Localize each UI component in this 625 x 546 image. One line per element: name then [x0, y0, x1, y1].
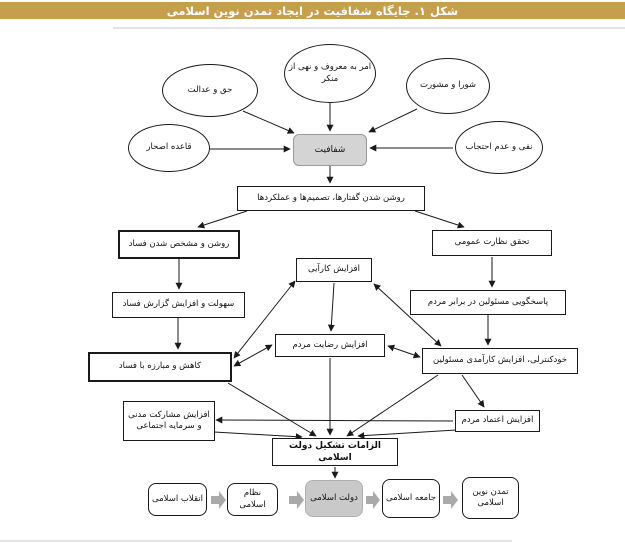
node-islamic-system: نظام اسلامی [227, 483, 278, 516]
node-islamic-society: جامعه اسلامی [382, 479, 440, 518]
node-islamic-state-requirements: الزامات تشکیل دولت اسلامی [272, 438, 398, 466]
node-public-satisfaction: افزایش رضایت مردم [275, 334, 385, 357]
node-islamic-state: دولت اسلامی [305, 480, 363, 517]
node-clarified-actions: روشن شدن گفتارها، تصمیم‌ها و عملکردها [237, 186, 425, 211]
node-public-oversight: تحقق نظارت عمومی [432, 230, 552, 256]
node-officials-accountability: پاسخگویی مسئولین در برابر مردم [410, 290, 566, 315]
figure-title: شکل ۱. جایگاه شفافیت در ایجاد تمدن نوین اسلامی [166, 3, 459, 18]
node-transparency: شفافیت [293, 134, 367, 166]
node-efficiency-increase: افزایش کارآیی [296, 258, 372, 282]
node-council-consultation: شورا و مشورت [406, 58, 490, 114]
node-public-trust: افزایش اعتماد مردم [455, 410, 540, 432]
node-self-control-efficiency: خودکنترلی، افزایش کارآمدی مسئولین [422, 348, 578, 374]
node-corruption-exposed: روشن و مشخص شدن فساد [118, 230, 240, 259]
node-civic-participation: افزایش مشارکت مدنی و سرمایه اجتماعی [123, 401, 215, 441]
node-no-concealment: نفی و عدم احتجاب [455, 121, 543, 174]
node-fight-corruption: کاهش و مبارزه با فساد [88, 352, 232, 382]
node-islamic-revolution: انقلاب اسلامی [148, 483, 207, 516]
node-corruption-reporting: سهولت و افزایش گزارش فساد [112, 292, 245, 318]
node-new-islamic-civilization: تمدن نوین اسلامی [462, 477, 519, 519]
node-eshar-rule: قاعده اصحار [128, 124, 210, 172]
node-enjoining-good: امر به معروف و نهی از منکر [284, 44, 376, 103]
node-right-and-justice: حق و عدالت [162, 64, 258, 117]
